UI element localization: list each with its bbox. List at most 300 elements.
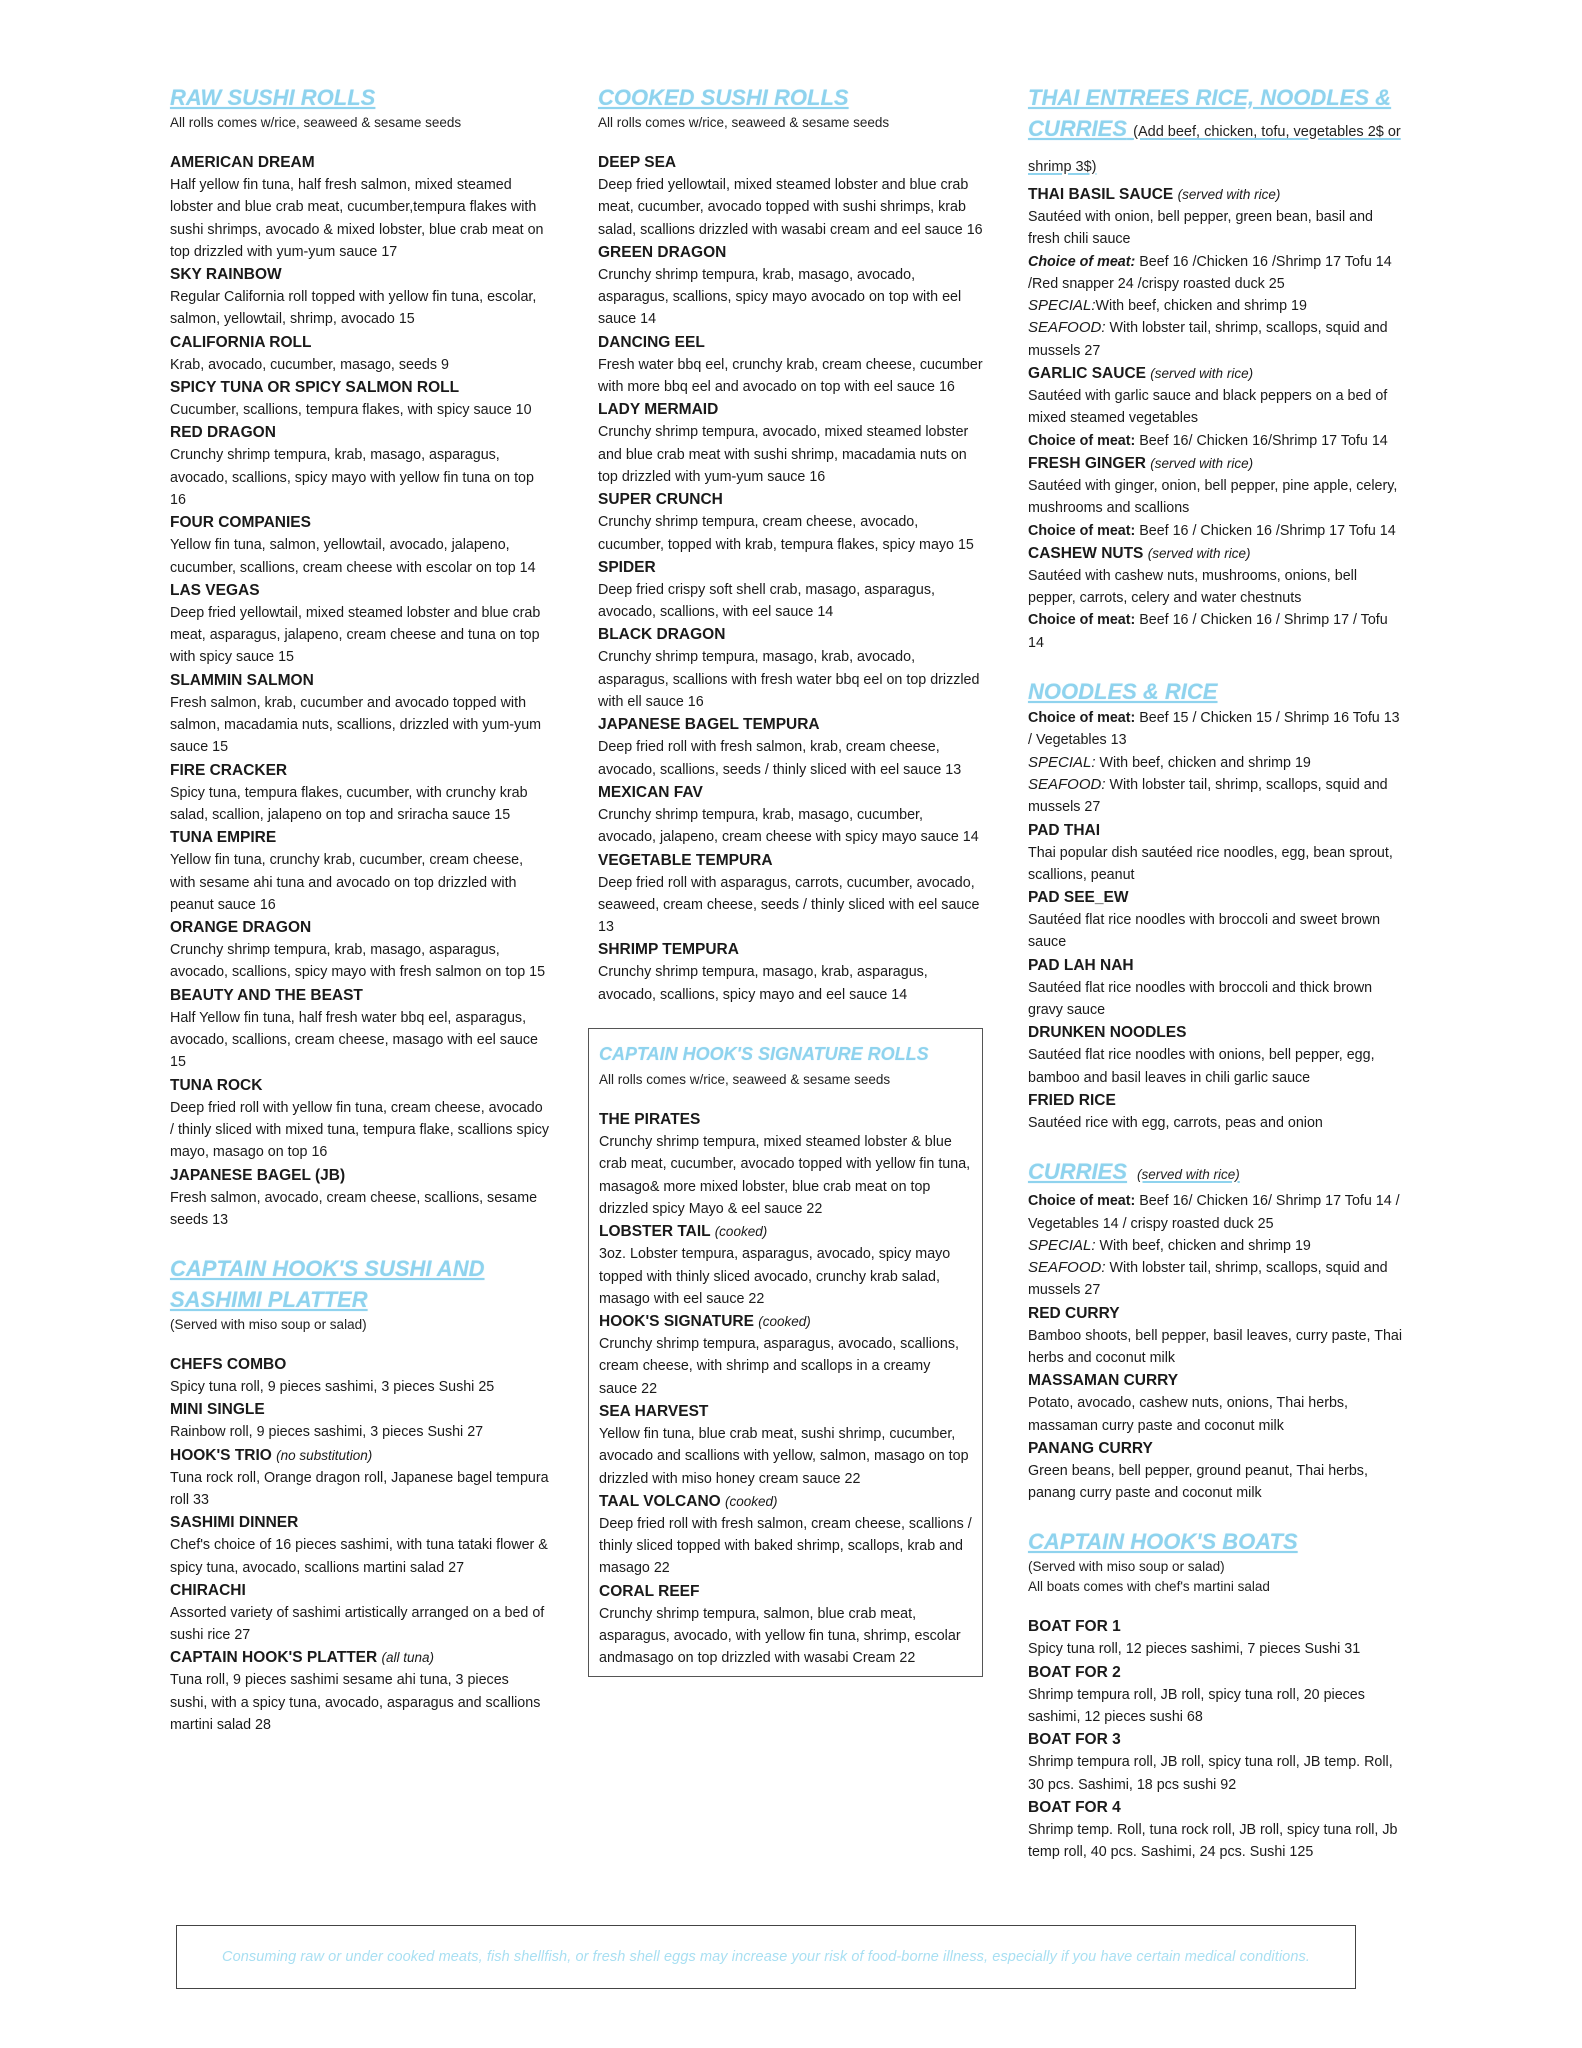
item-name: [170, 580, 550, 602]
menu-item: [170, 827, 550, 916]
item-name-text: CHEFS COMBO: [170, 1356, 287, 1374]
section-title: [1028, 676, 1403, 707]
item-name: [599, 1491, 972, 1513]
item-name-text: BOAT FOR 3: [1028, 1731, 1121, 1749]
item-name: [170, 1354, 550, 1376]
option-label: SEAFOOD:: [1028, 319, 1106, 337]
item-description: Spicy tuna roll, 9 pieces sashimi, 3 pieces Sushi 25: [170, 1379, 495, 1396]
item-description: Crunchy shrimp tempura, cream cheese, avocado, cucumber, topped with krab, tempura flakes, spicy mayo 15: [598, 514, 974, 553]
item-name-text: SHRIMP TEMPURA: [598, 941, 739, 959]
item-option: [1028, 295, 1403, 317]
item-description: Crunchy shrimp tempura, mixed steamed lobster & blue crab meat, cucumber, avocado topped with yellow fin tuna, masago& more mixed lobster, blue crab meat on top drizzled spicy Mayo & eel sauce 22: [599, 1134, 971, 1217]
item-note: (served with rice): [1150, 455, 1254, 471]
menu-item: [170, 1354, 550, 1398]
item-option: [1028, 609, 1403, 654]
item-description: Fresh salmon, krab, cucumber and avocado topped with salmon, macadamia nuts, scallions, drizzled with yum-yum sauce 15: [170, 694, 542, 756]
menu-item: [170, 1075, 550, 1164]
item-name: [599, 1109, 972, 1131]
section-title-text: CAPTAIN HOOK'S SUSHI AND SASHIMI PLATTER: [170, 1256, 485, 1313]
item-name: [170, 1165, 550, 1187]
option-label: SEAFOOD:: [1028, 775, 1106, 793]
item-name-text: FRESH GINGER: [1028, 454, 1146, 472]
item-name-text: MASSAMAN CURRY: [1028, 1372, 1179, 1390]
item-description: Sautéed with ginger, onion, bell pepper, pine apple, celery, mushrooms and scallions: [1028, 477, 1398, 517]
item-description: Sautéed flat rice noodles with broccoli and thick brown gravy sauce: [1028, 979, 1373, 1019]
item-name-text: CASHEW NUTS: [1028, 544, 1144, 562]
item-description: Sautéed flat rice noodles with onions, bell pepper, egg, bamboo and basil leaves in chili garlic sauce: [1028, 1047, 1375, 1086]
item-name: [170, 512, 550, 534]
item-description: Yellow fin tuna, blue crab meat, sushi shrimp, cucumber, avocado and scallions with yellow, salmon, masago on top drizzled with miso honey cream sauce 22: [599, 1425, 969, 1487]
item-name: [1028, 1729, 1403, 1751]
item-name: [598, 489, 983, 511]
item-description: Tuna roll, 9 pieces sashimi sesame ahi tuna, 3 pieces sushi, with a spicy tuna, avocado, asparagus and scallions martini salad 28: [170, 1672, 541, 1734]
option-label: Choice of meat:: [1028, 1193, 1136, 1210]
item-description: Yellow fin tuna, crunchy krab, cucumber, cream cheese, with sesame ahi tuna and avocado on top drizzled with peanut sauce 16: [170, 852, 524, 913]
item-name: [1028, 887, 1403, 909]
item-name: [170, 1075, 550, 1097]
item-description: Half yellow fin tuna, half fresh salmon, mixed steamed lobster and blue crab meat, cucumber,tempura flakes with sushi shrimps, avocado & mixed lobster, blue crab meat on top drizzled with yum-yum sauce 17: [170, 177, 544, 260]
item-name: [1028, 1662, 1403, 1684]
option-text: Beef 16 / Chicken 16 / Shrimp 17 / Tofu 14: [1028, 612, 1388, 651]
item-name: [170, 1399, 550, 1421]
item-description: Deep fried roll with yellow fin tuna, cream cheese, avocado / thinly sliced with mixed tuna, tempura flake, scallions spicy mayo, masago on top 16: [170, 1099, 550, 1161]
item-note: (all tuna): [381, 1650, 435, 1666]
section-title-text: CAPTAIN HOOK'S BOATS: [1028, 1529, 1298, 1555]
item-name: [170, 760, 550, 782]
item-description: Shrimp tempura roll, JB roll, spicy tuna roll, 20 pieces sashimi, 12 pieces sushi 68: [1028, 1686, 1365, 1726]
section-note: (Served with miso soup or salad): [170, 1317, 367, 1333]
section-inline-note: (served with rice): [1137, 1167, 1240, 1183]
section-title-text: RAW SUSHI ROLLS: [170, 85, 376, 110]
section-note: All rolls comes w/rice, seaweed & sesame seeds: [170, 115, 462, 130]
section-title-text: CURRIES: [1028, 1159, 1128, 1185]
item-name-text: RED CURRY: [1028, 1304, 1120, 1322]
menu-item: [170, 1399, 550, 1443]
section-title-text: COOKED SUSHI ROLLS: [598, 85, 849, 110]
item-option: [1028, 1235, 1403, 1257]
menu-section: [1028, 1526, 1403, 1863]
menu-item: [599, 1401, 972, 1490]
item-description: Half Yellow fin tuna, half fresh water bbq eel, asparagus, avocado, scallions, cream cheese, masago with eel sauce 15: [170, 1009, 538, 1071]
item-name-text: PAD SEE_EW: [1028, 889, 1129, 907]
item-description: Cucumber, scallions, tempura flakes, with spicy sauce 10: [170, 402, 532, 419]
menu-item: [170, 1165, 550, 1232]
menu-item: [598, 624, 983, 713]
menu-item: [1028, 955, 1403, 1022]
item-name: [598, 939, 983, 961]
option-text: Beef 16/ Chicken 16/ Shrimp 17 Tofu 14 / Vegetables 14 / crispy roasted duck 25: [1028, 1193, 1400, 1232]
item-name: [1028, 1370, 1403, 1392]
section-title: [598, 82, 983, 113]
option-label: Choice of meat:: [1028, 612, 1136, 629]
item-name: [598, 332, 983, 354]
item-name-text: BOAT FOR 1: [1028, 1618, 1121, 1636]
item-name-text: TAAL VOLCANO: [599, 1492, 721, 1510]
menu-item: [170, 985, 550, 1074]
item-name: [598, 850, 983, 872]
item-description: Crunchy shrimp tempura, krab, masago, cucumber, avocado, jalapeno, cream cheese with spicy mayo sauce 14: [598, 806, 979, 846]
item-description: Spicy tuna, tempura flakes, cucumber, with crunchy krab salad, scallion, jalapeno on top and sriracha sauce 15: [170, 784, 528, 823]
menu-item: [1028, 1090, 1403, 1134]
menu-item: [1028, 1190, 1403, 1301]
item-name: [598, 782, 983, 804]
menu-item: [1028, 453, 1403, 542]
menu-item: [170, 1580, 550, 1647]
item-description: Crunchy shrimp tempura, krab, masago, asparagus, avocado, scallions, spicy mayo with yellow fin tuna on top 16: [170, 447, 534, 508]
item-name-text: DANCING EEL: [598, 333, 705, 351]
item-name-text: CAPTAIN HOOK'S PLATTER: [170, 1649, 378, 1667]
menu-section: [1028, 82, 1403, 654]
menu-item: [1028, 1797, 1403, 1864]
item-name-text: VEGETABLE TEMPURA: [598, 851, 773, 869]
item-name: [598, 714, 983, 736]
item-description: Deep fried yellowtail, mixed steamed lobster and blue crab meat, asparagus, jalapeno, cream cheese and tuna on top with spicy sauce 15: [170, 604, 541, 666]
option-text: With lobster tail, shrimp, scallops, squid and mussels 27: [1028, 1260, 1388, 1299]
item-name: [170, 377, 550, 399]
option-label: SPECIAL:: [1028, 297, 1096, 315]
menu-item: [598, 242, 983, 331]
item-name-text: BOAT FOR 2: [1028, 1663, 1121, 1681]
spacer: [170, 1335, 550, 1353]
menu-item: [598, 714, 983, 781]
item-description: Deep fried yellowtail, mixed steamed lobster and blue crab meat, cucumber, avocado topped with sushi shrimps, krab salad, scallions drizzled with wasabi cream and eel sauce 16: [598, 177, 983, 238]
menu-item: [1028, 1303, 1403, 1370]
item-name-text: GREEN DRAGON: [598, 243, 727, 261]
item-option: [1028, 1257, 1403, 1302]
item-name-text: HOOK'S TRIO: [170, 1446, 272, 1464]
item-description: Crunchy shrimp tempura, salmon, blue crab meat, asparagus, avocado, with yellow fin tuna, shrimp, escolar andmasago on top drizzled with wasabi Cream 22: [599, 1605, 961, 1667]
footer-disclaimer-box: [176, 1925, 1356, 1989]
item-name-text: GARLIC SAUCE: [1028, 365, 1146, 383]
section-title: [1028, 1156, 1403, 1190]
item-option: [1028, 317, 1403, 362]
item-description: Deep fried roll with fresh salmon, cream cheese, scallions / thinly sliced topped with baked shrimp, scallops, krab and masago 22: [599, 1515, 972, 1577]
item-note: (served with rice): [1177, 187, 1281, 202]
section-note: All boats comes with chef's martini salad: [1028, 1579, 1270, 1595]
item-name: [1028, 363, 1403, 385]
item-name: [1028, 820, 1403, 842]
item-description: Fresh salmon, avocado, cream cheese, scallions, sesame seeds 13: [170, 1189, 538, 1228]
option-text: With lobster tail, shrimp, scallops, squid and mussels 27: [1028, 320, 1388, 359]
item-name: [1028, 184, 1403, 206]
item-name: [170, 1647, 550, 1669]
option-text: With beef, chicken and shrimp 19: [1095, 1237, 1311, 1254]
item-option: [1028, 752, 1403, 774]
item-name-text: RED DRAGON: [170, 424, 276, 442]
item-name: [598, 152, 983, 174]
menu-item: [1028, 543, 1403, 654]
item-note: (served with rice): [1147, 545, 1251, 561]
menu-item: [170, 580, 550, 669]
menu-section: [170, 82, 550, 1231]
item-description: Thai popular dish sautéed rice noodles, egg, bean sprout, scallions, peanut: [1028, 844, 1393, 883]
option-label: Choice of meat:: [1028, 522, 1136, 539]
section-note: All rolls comes w/rice, seaweed & sesame seeds: [599, 1072, 891, 1088]
item-description: Assorted variety of sashimi artistically arranged on a bed of sushi rice 27: [170, 1604, 545, 1644]
item-description: Tuna rock roll, Orange dragon roll, Japanese bagel tempura roll 33: [170, 1469, 549, 1508]
item-name-text: AMERICAN DREAM: [170, 154, 315, 171]
option-label: Choice of meat:: [1028, 710, 1136, 727]
signature-rolls-box: [588, 1028, 983, 1677]
option-label: SPECIAL:: [1028, 1236, 1096, 1254]
menu-section: [1028, 676, 1403, 1134]
item-description: Deep fried roll with fresh salmon, krab, cream cheese, avocado, scallions, seeds / thinly sliced with eel sauce 13: [598, 739, 962, 778]
item-description: Rainbow roll, 9 pieces sashimi, 3 pieces Sushi 27: [170, 1424, 484, 1441]
item-description: Shrimp tempura roll, JB roll, spicy tuna roll, JB temp. Roll, 30 pcs. Sashimi, 18 pcs sushi 92: [1028, 1754, 1393, 1793]
menu-column-left: [170, 82, 550, 1758]
section-title: [599, 1039, 972, 1070]
item-name: [1028, 543, 1403, 565]
item-description: Crunchy shrimp tempura, masago, krab, asparagus, avocado, scallions, spicy mayo and eel sauce 14: [598, 964, 928, 1003]
menu-column-middle: [598, 82, 983, 1699]
item-description: Deep fried roll with asparagus, carrots, cucumber, avocado, seaweed, cream cheese, seeds / thinly sliced with eel sauce 13: [598, 874, 980, 936]
item-name: [599, 1221, 972, 1243]
item-name-text: JAPANESE BAGEL (JB): [170, 1166, 346, 1184]
menu-item: [1028, 1438, 1403, 1505]
item-name: [170, 332, 550, 354]
item-name: [599, 1311, 972, 1333]
item-name: [599, 1581, 972, 1603]
item-description: Shrimp temp. Roll, tuna rock roll, JB roll, spicy tuna roll, Jb temp roll, 40 pcs. Sashimi, 24 pcs. Sushi 125: [1028, 1821, 1398, 1861]
item-name-text: HOOK'S SIGNATURE: [599, 1313, 754, 1331]
item-name: [170, 152, 550, 174]
item-name-text: SASHIMI DINNER: [170, 1514, 299, 1532]
item-note: (cooked): [725, 1493, 778, 1509]
item-name-text: DRUNKEN NOODLES: [1028, 1024, 1187, 1042]
option-text: Beef 16/ Chicken 16/Shrimp 17 Tofu 14: [1135, 432, 1388, 449]
menu-item: [170, 512, 550, 579]
item-option: [1028, 430, 1403, 452]
item-name-text: MINI SINGLE: [170, 1401, 265, 1419]
menu-item: [170, 422, 550, 511]
menu-item: [1028, 1370, 1403, 1437]
item-name-text: SEA HARVEST: [599, 1402, 709, 1420]
item-name-text: TUNA ROCK: [170, 1076, 263, 1094]
spacer: [170, 133, 550, 151]
section-inline-note: (Add beef, chicken, tofu, vegetables 2$ or shrimp 3$): [1028, 124, 1401, 175]
item-description: Krab, avocado, cucumber, masago, seeds 9: [170, 356, 449, 373]
item-option: [1028, 251, 1403, 296]
item-name-text: CALIFORNIA ROLL: [170, 333, 312, 351]
item-name: [599, 1401, 972, 1423]
option-label: SEAFOOD:: [1028, 1259, 1106, 1277]
item-name: [598, 399, 983, 421]
item-note: (no substitution): [276, 1447, 373, 1463]
menu-item: [598, 332, 983, 399]
item-name-text: THAI BASIL SAUCE: [1028, 186, 1174, 203]
menu-section: [598, 82, 983, 1006]
menu-section: [1028, 1156, 1403, 1504]
option-label: Choice of meat:: [1028, 432, 1136, 449]
item-name-text: CORAL REEF: [599, 1582, 700, 1600]
menu-section: [170, 1253, 550, 1736]
menu-item: [599, 1311, 972, 1400]
item-description: Crunchy shrimp tempura, asparagus, avocado, scallions, cream cheese, with shrimp and scallops in a creamy sauce 22: [599, 1336, 959, 1397]
option-label: Choice of meat:: [1028, 253, 1136, 270]
section-note: (Served with miso soup or salad): [1028, 1559, 1225, 1575]
menu-item: [598, 489, 983, 556]
item-description: Fresh water bbq eel, crunchy krab, cream cheese, cucumber with more bbq eel and avocado on top with eel sauce 16: [598, 356, 983, 396]
item-description: Sautéed rice with egg, carrots, peas and onion: [1028, 1114, 1323, 1131]
option-text: Beef 16 / Chicken 16 /Shrimp 17 Tofu 14: [1135, 522, 1396, 539]
item-option: [1028, 520, 1403, 542]
item-description: Bamboo shoots, bell pepper, basil leaves, curry paste, Thai herbs and coconut milk: [1028, 1327, 1403, 1366]
section-title: [1028, 1526, 1403, 1557]
menu-item: [599, 1581, 972, 1670]
item-description: Regular California roll topped with yellow fin tuna, escolar, salmon, yellowtail, shrimp, avocado 15: [170, 289, 537, 328]
item-name-text: JAPANESE BAGEL TEMPURA: [598, 716, 820, 734]
item-name-text: BOAT FOR 4: [1028, 1798, 1121, 1816]
option-text: Beef 16 /Chicken 16 /Shrimp 17 Tofu 14 /Red snapper 24 /crispy roasted duck 25: [1028, 253, 1392, 292]
item-description: Crunchy shrimp tempura, masago, krab, avocado, asparagus, scallions with fresh water bbq eel on top drizzled with ell sauce 16: [598, 649, 980, 711]
menu-item: [598, 939, 983, 1006]
item-name: [1028, 1022, 1403, 1044]
item-name: [170, 985, 550, 1007]
menu-item: [598, 557, 983, 624]
item-name: [170, 422, 550, 444]
item-name-text: FRIED RICE: [1028, 1091, 1116, 1109]
item-name: [1028, 1616, 1403, 1638]
item-name: [170, 264, 550, 286]
item-description: Deep fried crispy soft shell crab, masago, asparagus, avocado, scallions, with eel sauce 14: [598, 581, 935, 621]
option-text: With beef, chicken and shrimp 19: [1095, 298, 1307, 315]
item-name-text: FIRE CRACKER: [170, 761, 288, 779]
menu-item: [170, 1647, 550, 1736]
menu-item: [170, 332, 550, 376]
menu-item: [598, 399, 983, 488]
menu-item: [170, 1512, 550, 1579]
item-name: [1028, 1438, 1403, 1460]
item-name-text: LAS VEGAS: [170, 581, 260, 599]
item-name-text: SUPER CRUNCH: [598, 491, 723, 509]
item-description: Crunchy shrimp tempura, krab, masago, avocado, asparagus, scallions, spicy mayo avocado on top with eel sauce 14: [598, 266, 962, 328]
item-name-text: SKY RAINBOW: [170, 266, 282, 284]
item-name: [170, 917, 550, 939]
item-description: Green beans, bell pepper, ground peanut, Thai herbs, panang curry paste and coconut milk: [1028, 1462, 1368, 1502]
item-option: [1028, 1190, 1403, 1235]
menu-item: [599, 1109, 972, 1220]
item-name-text: PAD LAH NAH: [1028, 956, 1134, 974]
option-label: SPECIAL:: [1028, 753, 1096, 771]
section-title-text: THAI ENTREES RICE, NOODLES & CURRIES: [1028, 85, 1392, 141]
item-name: [170, 827, 550, 849]
item-description: Yellow fin tuna, salmon, yellowtail, avocado, jalapeno, cucumber, scallions, cream cheese with escolar on top 14: [170, 537, 536, 576]
section-title: [170, 1253, 550, 1315]
spacer: [599, 1090, 972, 1108]
menu-item: [1028, 1616, 1403, 1660]
section-title-text: CAPTAIN HOOK'S SIGNATURE ROLLS: [599, 1044, 929, 1065]
option-text: With lobster tail, shrimp, scallops, squid and mussels 27: [1028, 776, 1388, 816]
menu-item: [1028, 820, 1403, 887]
menu-item: [1028, 363, 1403, 452]
item-name: [1028, 1797, 1403, 1819]
item-name: [1028, 453, 1403, 475]
item-name-text: MEXICAN FAV: [598, 783, 703, 801]
item-note: (served with rice): [1150, 366, 1254, 382]
footer-disclaimer: Consuming raw or under cooked meats, fish shellfish, or fresh shell eggs may increase your risk of food-borne illness, especially if you have certain medical conditions.: [222, 1949, 1310, 1965]
menu-item: [1028, 887, 1403, 954]
item-name-text: FOUR COMPANIES: [170, 514, 311, 532]
item-description: Sautéed with garlic sauce and black peppers on a bed of mixed steamed vegetables: [1028, 388, 1388, 427]
item-name: [598, 242, 983, 264]
menu-item: [1028, 707, 1403, 818]
menu-item: [1028, 1729, 1403, 1796]
item-name: [598, 624, 983, 646]
menu-item: [598, 152, 983, 241]
item-name-text: BLACK DRAGON: [598, 626, 726, 644]
item-note: (cooked): [714, 1224, 768, 1240]
item-description: Spicy tuna roll, 12 pieces sashimi, 7 pieces Sushi 31: [1028, 1641, 1361, 1658]
item-name-text: LOBSTER TAIL: [599, 1223, 711, 1241]
item-name-text: THE PIRATES: [599, 1111, 701, 1129]
menu-item: [170, 917, 550, 984]
section-title: [170, 82, 550, 113]
item-name-text: TUNA EMPIRE: [170, 829, 277, 847]
item-description: Sautéed with cashew nuts, mushrooms, onions, bell pepper, carrots, celery and water chestnuts: [1028, 567, 1358, 607]
menu-item: [1028, 1662, 1403, 1729]
option-text: Beef 15 / Chicken 15 / Shrimp 16 Tofu 13 / Vegetables 13: [1028, 710, 1400, 749]
item-description: 3oz. Lobster tempura, asparagus, avocado, spicy mayo topped with thinly sliced avocado, crunchy krab salad, masago with eel sauce 22: [599, 1246, 951, 1307]
menu-column-right: [1028, 82, 1403, 1886]
item-name: [170, 670, 550, 692]
menu-item: [170, 377, 550, 421]
item-description: Crunchy shrimp tempura, avocado, mixed steamed lobster and blue crab meat with sushi shrimp, macadamia nuts on top drizzled with yum-yum sauce 16: [598, 424, 969, 485]
menu-item: [170, 152, 550, 263]
item-name-text: BEAUTY AND THE BEAST: [170, 986, 363, 1004]
item-name-text: PAD THAI: [1028, 821, 1101, 839]
section-title-text: NOODLES & RICE: [1028, 679, 1218, 705]
menu-item: [599, 1491, 972, 1580]
item-name: [170, 1580, 550, 1602]
spacer: [1028, 1597, 1403, 1615]
section-title: [1028, 82, 1403, 183]
item-description: Potato, avocado, cashew nuts, onions, Thai herbs, massaman curry paste and coconut milk: [1028, 1395, 1349, 1434]
item-name-text: PANANG CURRY: [1028, 1439, 1153, 1457]
item-name-text: SPICY TUNA OR SPICY SALMON ROLL: [170, 379, 460, 397]
menu-item: [170, 264, 550, 331]
menu-item: [170, 1445, 550, 1512]
item-name-text: LADY MERMAID: [598, 401, 719, 419]
item-name: [1028, 1303, 1403, 1325]
item-name-text: DEEP SEA: [598, 154, 677, 171]
item-description: Sautéed flat rice noodles with broccoli and sweet brown sauce: [1028, 912, 1381, 951]
item-name: [1028, 1090, 1403, 1112]
item-option: [1028, 707, 1403, 752]
item-name: [1028, 955, 1403, 977]
item-name: [598, 557, 983, 579]
item-name-text: CHIRACHI: [170, 1581, 246, 1599]
item-name: [170, 1512, 550, 1534]
spacer: [598, 133, 983, 151]
option-text: With beef, chicken and shrimp 19: [1095, 754, 1311, 771]
menu-item: [170, 760, 550, 827]
menu-item: [599, 1221, 972, 1310]
menu-item: [170, 670, 550, 759]
item-option: [1028, 774, 1403, 819]
item-name-text: SLAMMIN SALMON: [170, 671, 314, 689]
item-description: Sautéed with onion, bell pepper, green bean, basil and fresh chili sauce: [1028, 209, 1373, 248]
item-description: Chef's choice of 16 pieces sashimi, with tuna tataki flower & spicy tuna, avocado, scallions martini salad 27: [170, 1537, 548, 1576]
section-note: All rolls comes w/rice, seaweed & sesame seeds: [598, 115, 890, 130]
item-name: [170, 1445, 550, 1467]
menu-item: [1028, 184, 1403, 362]
menu-item: [598, 782, 983, 849]
item-name-text: SPIDER: [598, 558, 656, 576]
item-description: Crunchy shrimp tempura, krab, masago, asparagus, avocado, scallions, spicy mayo with fresh salmon on top 15: [170, 942, 546, 981]
menu-item: [598, 850, 983, 939]
item-name-text: ORANGE DRAGON: [170, 919, 312, 937]
item-note: (cooked): [758, 1314, 811, 1330]
